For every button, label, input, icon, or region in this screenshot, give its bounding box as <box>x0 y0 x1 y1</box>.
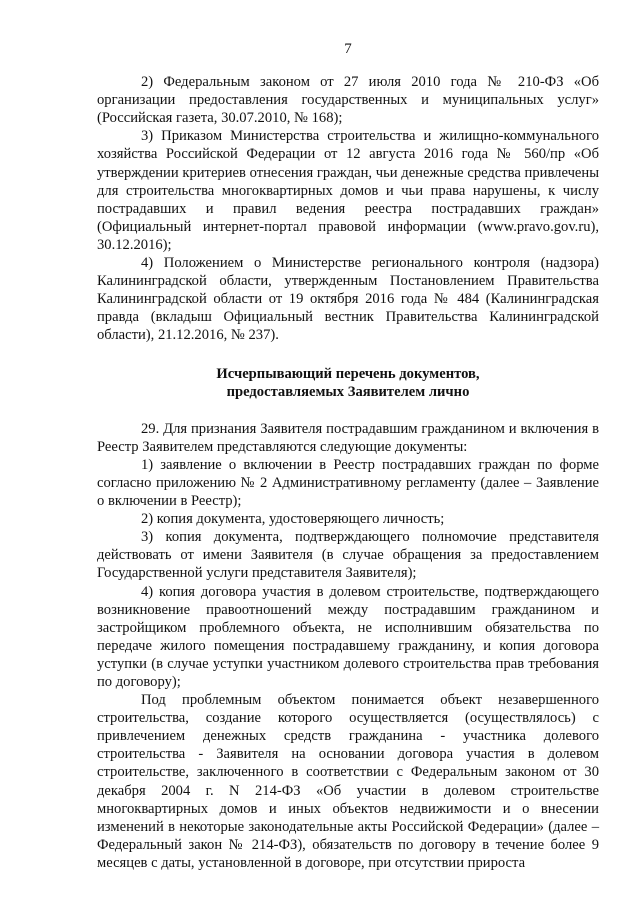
paragraph: 29. Для признания Заявителя пострадавшим гражданином и включения в Реестр Заявителем представляются следующие документы: <box>97 420 599 455</box>
section-heading <box>97 365 599 401</box>
section-heading-line: предоставляемых Заявителем лично <box>226 383 470 400</box>
section-heading-line: Исчерпывающий перечень документов, <box>216 365 480 382</box>
document-page <box>97 40 599 872</box>
list-item: 3) копия документа, подтверждающего полномочие представителя действовать от имени Заявителя (в случае обращения за предоставлением Государственной услуги представителя Заявителя); <box>97 529 599 582</box>
page-number: 7 <box>344 41 352 57</box>
list-item: 4) копия договора участия в долевом строительстве, подтверждающего возникновение правоотношений между пострадавшим гражданином и застройщиком проблемного объекта, не исполнившим обязательства по передаче жилого помещения пострадавшему гражданину, и копия договора уступки (в случае уступки участником долевого строительства прав требования по договору); <box>97 583 599 690</box>
list-item: 3) Приказом Министерства строительства и жилищно-коммунального хозяйства Российской Федерации от 12 августа 2016 года № 560/пр «Об утверждении критериев отнесения граждан, чьи денежные средства привлечены для строительства многоквартирных домов и чьи права нарушены, к числу пострадавших и правил ведения реестра пострадавших граждан» (Официальный интернет-портал правовой информации (www.pravo.gov.ru), 30.12.2016); <box>97 128 599 253</box>
list-item: 2) копия документа, удостоверяющего личность; <box>141 511 445 528</box>
list-item: 2) Федеральным законом от 27 июля 2010 года № 210-ФЗ «Об организации предоставления государственных и муниципальных услуг» (Российская газета, 30.07.2010, № 168); <box>97 74 599 127</box>
paragraph: Под проблемным объектом понимается объект незавершенного строительства, создание которого осуществляется (осуществлялось) с привлечением денежных средств гражданина - участника долевого строительства - Заявителя на основании договора участия в долевом строительстве, заключенного в соответствии с Федеральным законом от 30 декабря 2004 г. N 214-ФЗ «Об участии в долевом строительстве многоквартирных домов и иных объектов недвижимости и о внесении изменений в некоторые законодательные акты Российской Федерации» (далее – Федеральный закон № 214-ФЗ), обязательств по договору в течение более 9 месяцев с даты, установленной в договоре, при отсутствии прироста <box>97 692 599 871</box>
list-item: 1) заявление о включении в Реестр пострадавших граждан по форме согласно приложению № 2 Административному регламенту (далее – Заявление о включении в Реестр); <box>97 456 599 510</box>
list-item: 4) Положением о Министерстве регионального контроля (надзора) Калининградской области, утвержденным Постановлением Правительства Калининградской области от 19 октября 2016 года № 484 (Калининградская правда (вкладыш Официальный вестник Правительства Калининградской области), 21.12.2016, № 237). <box>97 255 599 344</box>
